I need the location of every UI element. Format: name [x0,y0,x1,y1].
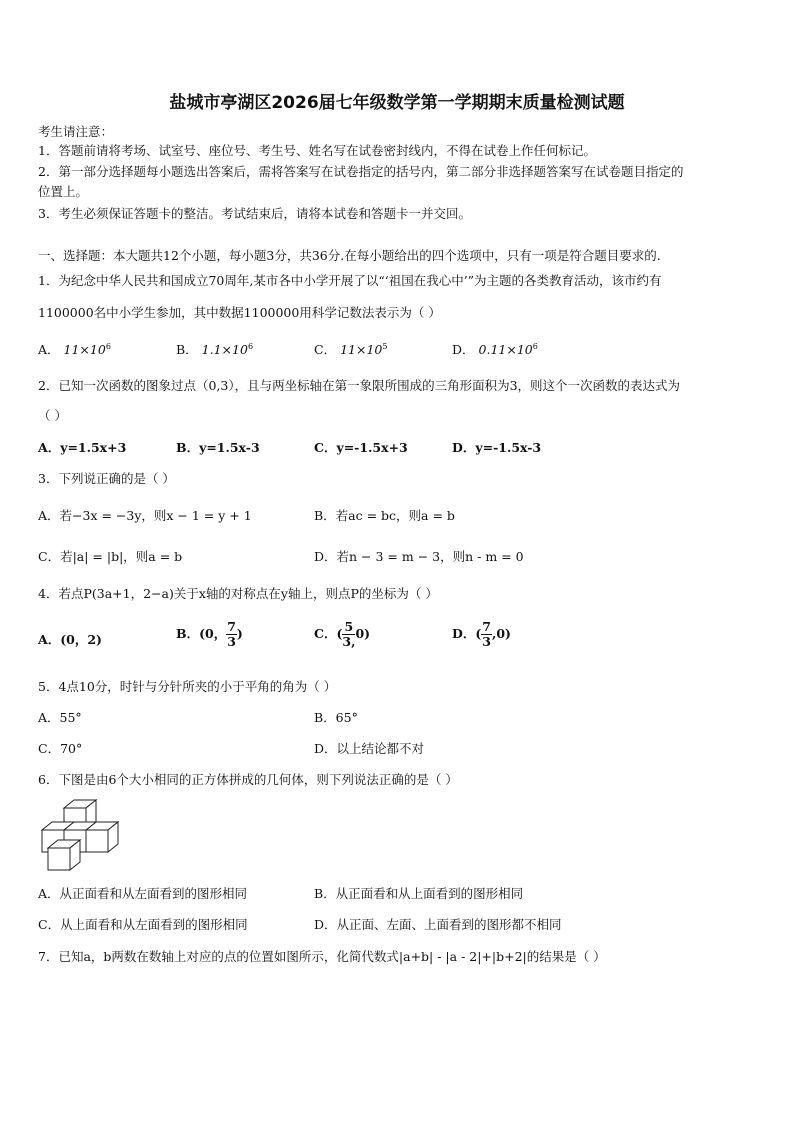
q2-stem-line2: （ ） [38,408,67,423]
q7-stem: 7．已知a，b两数在数轴上对应的点的位置如图所示，化简代数式|a+b| - |a - 2|+|b+2|的结果是（ ） [38,949,606,964]
q4-option-d [452,620,511,649]
q1-option-b [176,340,253,358]
q4-option-c-num: 5 [342,620,355,635]
q1-option-c-base: 11×10 [340,342,383,357]
q4-option-b-post: ) [236,626,243,641]
q4-option-b [176,620,243,649]
q2-option-c: C．y=-1.5x+3 [314,440,408,455]
q1-option-d-base: 0.11×10 [478,342,533,357]
cube-stack-figure [40,798,126,874]
section-heading: 一、选择题：本大题共12个小题，每小题3分，共36分.在每小题给出的四个选项中，只有一项是符合题目要求的. [38,248,661,263]
q6-option-c: C．从上面看和从左面看到的图形相同 [38,917,248,932]
q1-option-b-label: B． [176,342,198,357]
q1-option-a-label: A． [38,342,60,357]
q4-option-b-label: B． [176,626,200,641]
q1-option-d-label: D． [452,342,475,357]
q5-stem: 5．4点10分，时针与分针所夹的小于平角的角为（ ） [38,679,337,694]
q3-stem: 3．下列说正确的是（ ） [38,471,175,486]
q1-option-c [314,340,387,358]
q4-option-c-label: C． [314,626,337,641]
q1-option-a [38,340,111,358]
q1-option-c-exp: 5 [382,341,388,351]
q4-option-d-fraction [481,620,492,649]
notice-item-2: 2．第一部分选择题每小题选出答案后，需将答案写在试卷指定的括号内，第二部分非选择题答案写在试卷题目指定的 [38,164,684,179]
q1-option-b-base: 1.1×10 [201,342,248,357]
q1-option-a-base: 11×10 [63,342,106,357]
notice-item-3: 3．考生必须保证答题卡的整洁。考试结束后，请将本试卷和答题卡一并交回。 [38,206,471,221]
q5-option-b: B．65° [314,710,358,725]
q3-option-d: D．若n − 3 = m − 3，则n - m = 0 [314,549,524,564]
q4-option-a [38,630,102,648]
q5-option-d: D．以上结论都不对 [314,741,425,756]
q5-option-a: A．55° [38,710,82,725]
q4-option-b-num: 7 [227,619,236,634]
q2-option-a: A．y=1.5x+3 [38,440,127,455]
q4-option-d-num: 7 [482,619,491,634]
q1-stem-line2: 1100000名中小学生参加，其中数据1100000用科学记数法表示为（ ） [38,305,441,320]
q4-option-b-fraction [226,620,237,649]
q1-option-a-exp: 6 [105,341,111,351]
q4-option-c-den: 3, [342,634,356,649]
notice-item-2-cont: 位置上。 [38,184,89,199]
q4-option-d-label: D． [452,626,476,641]
q3-option-a: A．若−3x = −3y，则x − 1 = y + 1 [38,508,252,523]
q4-option-d-pre: ( [475,626,482,641]
q4-option-a-value: (0，2) [60,632,102,647]
q6-option-d: D．从正面、左面、上面看到的图形都不相同 [314,917,562,932]
q4-option-d-post: ,0) [491,626,511,641]
q4-option-c [314,620,370,649]
notice-heading: 考生请注意： [38,124,114,139]
q4-option-b-pre: (0， [199,626,227,641]
q4-option-c-fraction [342,620,355,649]
q6-option-b: B．从正面看和从上面看到的图形相同 [314,886,524,901]
q2-option-b: B．y=1.5x-3 [176,440,260,455]
q1-option-b-exp: 6 [247,341,254,351]
q4-option-a-label: A． [38,632,61,647]
q4-option-d-den: 3 [482,634,491,649]
q2-option-d: D．y=-1.5x-3 [452,440,542,455]
q6-stem: 6．下图是由6个大小相同的正方体拼成的几何体，则下列说法正确的是（ ） [38,772,458,787]
q5-option-c: C．70° [38,741,83,756]
q1-option-d [452,340,538,358]
q1-stem-line1: 1．为纪念中华人民共和国成立70周年,某市各中小学开展了以“‘祖国在我心中’”为主题的各类教育活动，该市约有 [38,273,662,288]
q6-option-a: A．从正面看和从左面看到的图形相同 [38,886,248,901]
q1-option-c-label: C． [314,342,337,357]
q3-option-b: B．若ac = bc，则a = b [314,508,455,523]
q3-option-c: C．若|a| = |b|，则a = b [38,549,183,564]
page-title: 盐城市亭湖区2026届七年级数学第一学期期末质量检测试题 [169,93,625,113]
notice-item-1: 1．答题前请将考场、试室号、座位号、考生号、姓名写在试卷密封线内，不得在试卷上作任何标记。 [38,143,596,158]
q4-option-b-den: 3 [227,634,236,649]
q4-option-c-pre: ( [336,626,343,641]
q2-stem-line1: 2．已知一次函数的图象过点（0,3），且与两坐标轴在第一象限所围成的三角形面积为3，则这个一次函数的表达式为 [38,378,681,393]
q1-option-d-exp: 6 [532,341,538,351]
q4-option-c-post: 0) [355,626,371,641]
q4-stem: 4．若点P(3a+1，2−a)关于x轴的对称点在y轴上，则点P的坐标为（ ） [38,586,438,601]
